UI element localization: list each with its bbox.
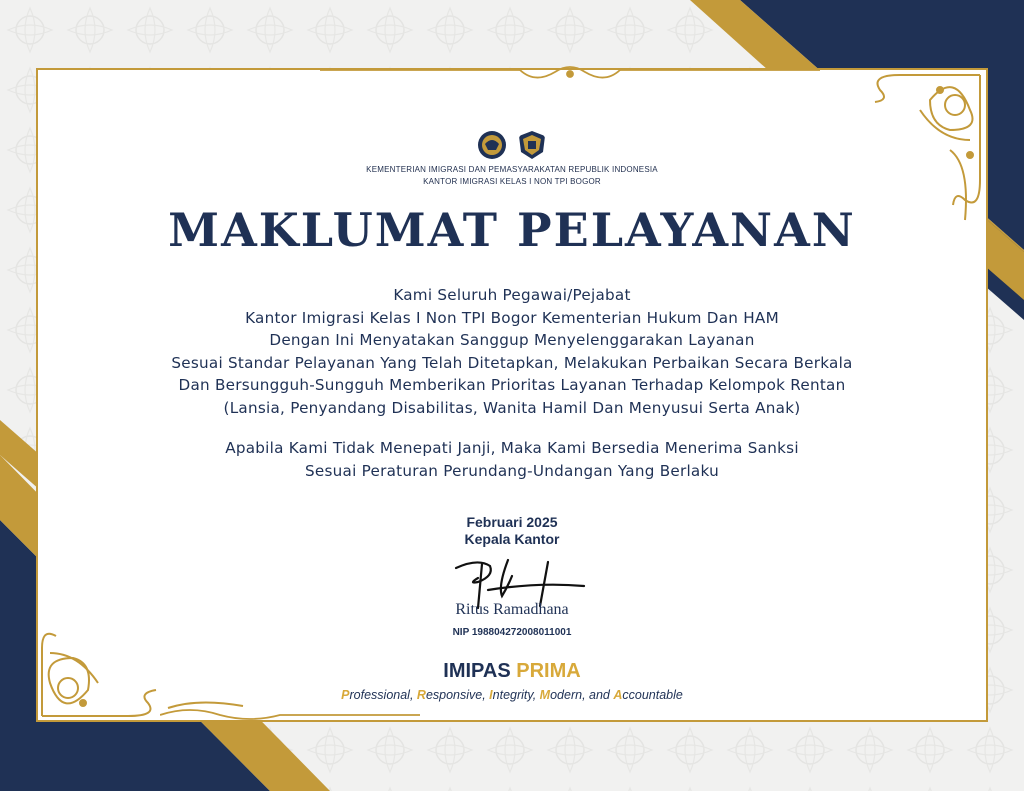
garuda-emblem-icon: [477, 130, 507, 160]
brand-tagline: [0, 688, 1024, 702]
brand-name-part1: IMIPAS: [443, 660, 511, 682]
brand-logo: [0, 660, 1024, 683]
declaration-line: Dengan Ini Menyatakan Sanggup Menyelenggarakan Layanan: [269, 331, 755, 349]
tagline-initial: M: [539, 688, 551, 702]
document-title: MAKLUMAT PELAYANAN: [168, 203, 856, 257]
signature-block: [0, 514, 1024, 548]
signer-name: Ritus Ramadhana: [455, 601, 569, 618]
signature-position: Kepala Kantor: [464, 531, 560, 547]
tagline-initial: P: [341, 688, 350, 702]
signer-nip: NIP 198804272008011001: [452, 627, 572, 638]
tagline-initial: A: [613, 688, 623, 702]
agency-header: [0, 164, 1024, 188]
declaration-line: (Lansia, Penyandang Disabilitas, Wanita Hamil Dan Menyusui Serta Anak): [223, 398, 801, 417]
tagline-word: ntegrity,: [492, 688, 540, 702]
tagline-word: rofessional,: [349, 688, 417, 702]
declaration-text: [0, 284, 1024, 482]
sanction-line: Apabila Kami Tidak Menepati Janji, Maka Kami Bersedia Menerima Sanksi: [225, 439, 799, 457]
tagline-word: odern, and: [550, 688, 614, 702]
declaration-line: Dan Bersungguh-Sungguh Memberikan Prioritas Layanan Terhadap Kelompok Rentan: [178, 376, 846, 394]
tagline-initial: R: [416, 688, 426, 702]
declaration-line: Kami Seluruh Pegawai/Pejabat: [393, 286, 631, 304]
imigrasi-emblem-icon: [517, 130, 547, 160]
top-flourish-icon: [320, 62, 820, 86]
tagline-word: esponsive,: [425, 688, 490, 702]
bottom-flourish-icon: [160, 705, 420, 725]
header-logos: [0, 130, 1024, 160]
declaration-line: Sesuai Standar Pelayanan Yang Telah Ditetapkan, Melakukan Perbaikan Secara Berkala: [171, 353, 853, 372]
office-name: KANTOR IMIGRASI KELAS I NON TPI BOGOR: [423, 177, 601, 186]
sanction-line: Sesuai Peraturan Perundang-Undangan Yang Berlaku: [305, 461, 719, 480]
tagline-initial: I: [489, 688, 493, 702]
signature-date: Februari 2025: [466, 514, 558, 530]
tagline-word: ccountable: [622, 688, 683, 702]
declaration-line: Kantor Imigrasi Kelas I Non TPI Bogor Kementerian Hukum Dan HAM: [245, 308, 779, 327]
ministry-name: KEMENTERIAN IMIGRASI DAN PEMASYARAKATAN REPUBLIK INDONESIA: [366, 165, 658, 174]
brand-name-part2: PRIMA: [516, 660, 581, 682]
